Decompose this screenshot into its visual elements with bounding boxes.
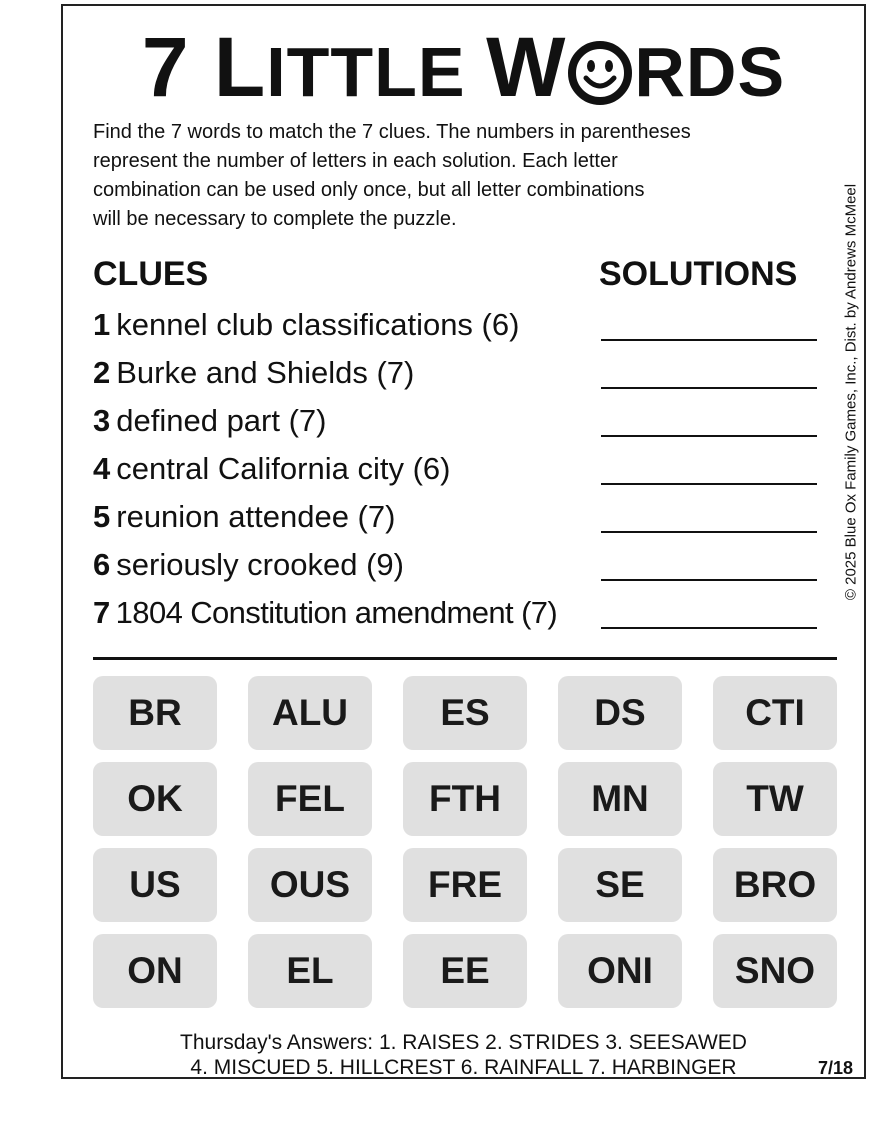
clue-text: seriously crooked (9)	[116, 547, 404, 582]
clue-text: kennel club classifications (6)	[116, 307, 520, 342]
letter-tile[interactable]: OK	[93, 762, 217, 836]
letter-tile[interactable]: US	[93, 848, 217, 922]
letter-tile[interactable]: TW	[713, 762, 837, 836]
letter-tile[interactable]: BRO	[713, 848, 837, 922]
letter-tile[interactable]: MN	[558, 762, 682, 836]
answers-line-2: 4. MISCUED 5. HILLCREST 6. RAINFALL 7. HARBINGER	[190, 1056, 737, 1079]
letter-tile[interactable]: EE	[403, 934, 527, 1008]
clue-number: 5	[93, 499, 111, 534]
solution-blank-1[interactable]	[601, 339, 817, 341]
answers-line-1: Thursday's Answers: 1. RAISES 2. STRIDES 3. SEESAWED	[180, 1031, 747, 1054]
clue-text: Burke and Shields (7)	[116, 355, 415, 390]
instructions-line: will be necessary to complete the puzzle.	[93, 208, 457, 230]
letter-tile[interactable]: ONI	[558, 934, 682, 1008]
clue-number: 6	[93, 547, 111, 582]
clues-heading: CLUES	[93, 255, 209, 293]
clue-number: 1	[93, 307, 111, 342]
solution-blank-6[interactable]	[601, 579, 817, 581]
solution-blank-4[interactable]	[601, 483, 817, 485]
puzzle-title	[61, 22, 866, 112]
letter-tile[interactable]: OUS	[248, 848, 372, 922]
puzzle-date: 7/18	[818, 1058, 854, 1078]
letter-tile[interactable]: SNO	[713, 934, 837, 1008]
letter-tile[interactable]: ON	[93, 934, 217, 1008]
instructions-line: combination can be used only once, but all letter combinations	[93, 179, 645, 201]
solution-blank-5[interactable]	[601, 531, 817, 533]
title-part-1: 7 L	[141, 20, 267, 114]
section-divider	[93, 657, 837, 660]
instructions	[93, 118, 845, 234]
letter-tile[interactable]: FTH	[403, 762, 527, 836]
title-part-4: RDS	[634, 33, 786, 111]
letter-tile[interactable]: FRE	[403, 848, 527, 922]
clue-text: 1804 Constitution amendment (7)	[115, 595, 558, 630]
clue-text: defined part (7)	[116, 403, 327, 438]
clue-number: 2	[93, 355, 111, 390]
smiley-face-icon	[567, 40, 633, 106]
title-part-2: ITTLE	[266, 33, 487, 111]
clue-number: 7	[93, 595, 110, 630]
clue-text: reunion attendee (7)	[116, 499, 396, 534]
instructions-line: represent the number of letters in each solution. Each letter	[93, 150, 618, 172]
letter-tile[interactable]: CTI	[713, 676, 837, 750]
letter-tile[interactable]: ALU	[248, 676, 372, 750]
letter-tile-grid	[93, 676, 837, 1008]
solution-blank-2[interactable]	[601, 387, 817, 389]
clue-text: central California city (6)	[116, 451, 451, 486]
clue-number: 3	[93, 403, 111, 438]
instructions-line: Find the 7 words to match the 7 clues. The numbers in parentheses	[93, 121, 691, 143]
letter-tile[interactable]: ES	[403, 676, 527, 750]
letter-tile[interactable]: BR	[93, 676, 217, 750]
solutions-heading: SOLUTIONS	[599, 255, 798, 293]
solution-blank-3[interactable]	[601, 435, 817, 437]
letter-tile[interactable]: FEL	[248, 762, 372, 836]
solution-blank-7[interactable]	[601, 627, 817, 629]
title-part-3: W	[486, 20, 567, 114]
letter-tile[interactable]: EL	[248, 934, 372, 1008]
letter-tile[interactable]: DS	[558, 676, 682, 750]
copyright-text: © 2025 Blue Ox Family Games, Inc., Dist. by Andrews McMeel	[842, 183, 860, 601]
letter-tile[interactable]: SE	[558, 848, 682, 922]
previous-answers	[61, 1030, 866, 1080]
clue-number: 4	[93, 451, 111, 486]
